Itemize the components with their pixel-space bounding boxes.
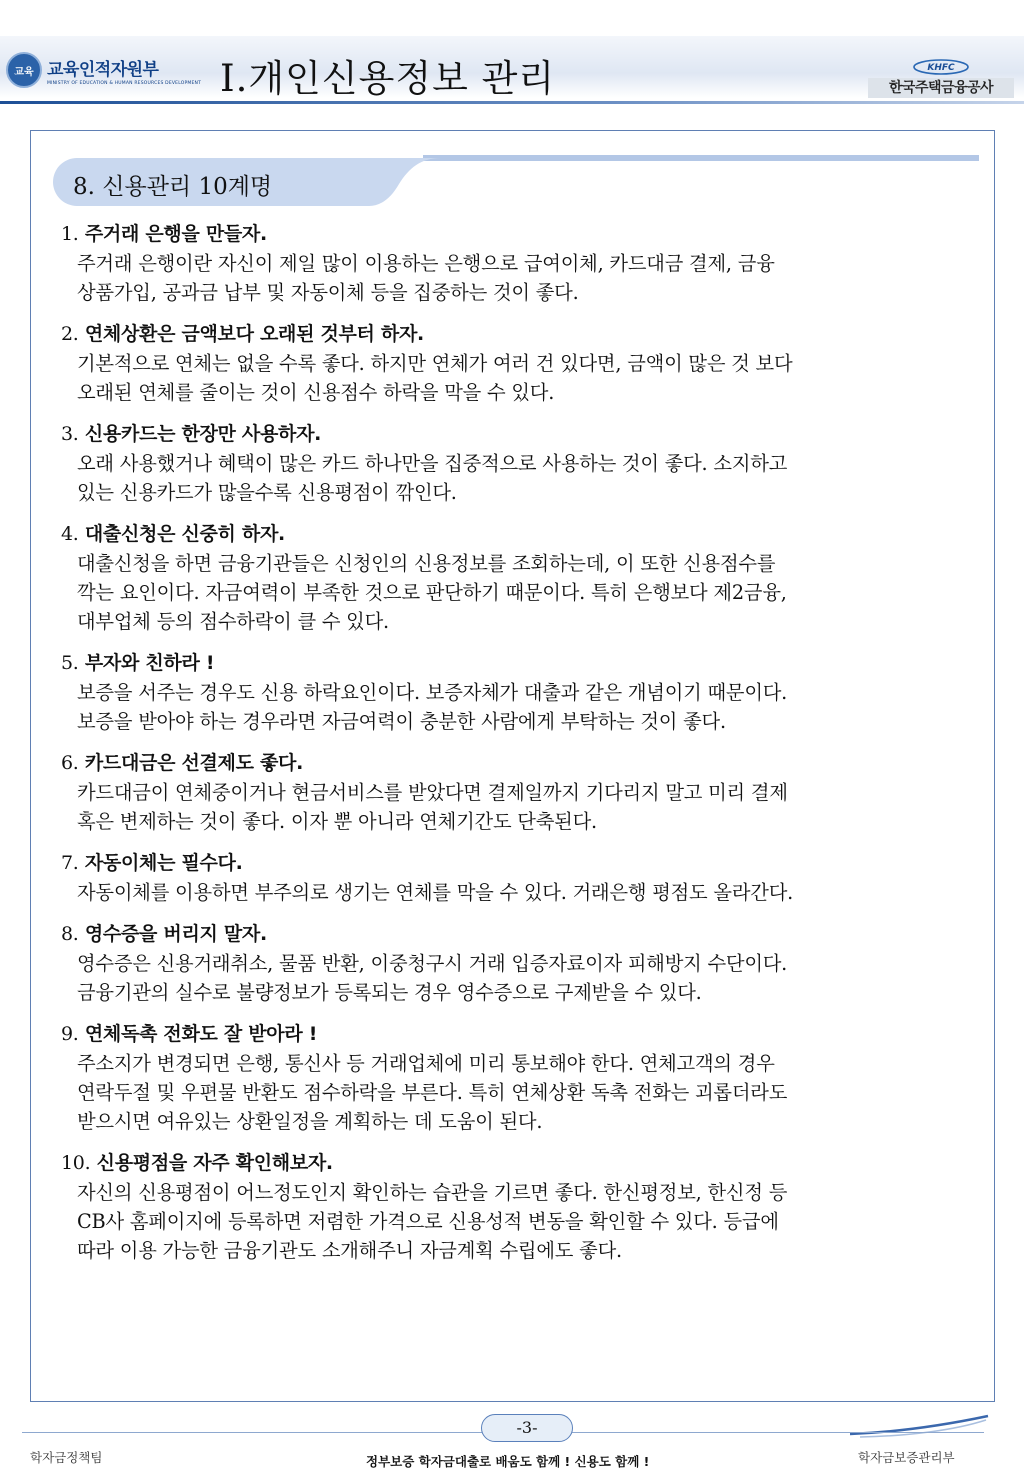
item-number: 3. — [61, 423, 79, 445]
khfc-name: 한국주택금융공사 — [868, 78, 1014, 98]
list-item — [61, 848, 981, 907]
item-heading-text: 연체상환은 금액보다 오래된 것부터 하자. — [84, 323, 424, 345]
item-body-line: 보증을 서주는 경우도 신용 하락요인이다. 보증자체가 대출과 같은 개념이기 때문이다. — [77, 681, 788, 704]
ministry-seal-icon: 교육 — [6, 52, 42, 88]
item-body-line: 카드대금이 연체중이거나 현금서비스를 받았다면 결제일까지 기다리지 말고 미리 결제 — [77, 781, 788, 804]
item-heading — [61, 1019, 981, 1049]
list-item — [61, 919, 981, 1007]
item-body-line: 혹은 변제하는 것이 좋다. 이자 뿐 아니라 연체기간도 단축된다. — [77, 810, 597, 833]
item-number: 10. — [61, 1152, 91, 1174]
item-heading-text: 자동이체는 필수다. — [84, 852, 243, 874]
item-heading-text: 신용평점을 자주 확인해보자. — [96, 1152, 333, 1174]
item-heading-text: 카드대금은 선결제도 좋다. — [84, 752, 304, 774]
ministry-name: 교육인적자원부 — [47, 59, 159, 80]
item-body-line: 자신의 신용평점이 어느정도인지 확인하는 습관을 기르면 좋다. 한신평정보, 한신정 등 — [77, 1181, 788, 1204]
ministry-logo — [6, 52, 201, 88]
item-body-line: 보증을 받아야 하는 경우라면 자금여력이 충분한 사람에게 부탁하는 것이 좋다. — [77, 710, 726, 733]
item-heading — [61, 419, 981, 449]
khfc-logo — [868, 56, 1014, 100]
list-item — [61, 748, 981, 836]
item-number: 2. — [61, 323, 79, 345]
item-heading — [61, 748, 981, 778]
item-number: 1. — [61, 223, 79, 245]
item-body-line: 금융기관의 실수로 불량정보가 등록되는 경우 영수증으로 구제받을 수 있다. — [77, 981, 702, 1004]
item-body-line: 영수증은 신용거래취소, 물품 반환, 이중청구시 거래 입증자료이자 피해방지 수단이다. — [77, 952, 788, 975]
item-heading-text: 영수증을 버리지 말자. — [84, 923, 267, 945]
item-body-line: 대출신청을 하면 금융기관들은 신청인의 신용정보를 조회하는데, 이 또한 신용점수를 — [77, 552, 776, 575]
item-body-line: 연락두절 및 우편물 반환도 점수하락을 부른다. 특히 연체상환 독촉 전화는 괴롭더라도 — [77, 1081, 788, 1104]
item-number: 5. — [61, 652, 79, 674]
item-number: 9. — [61, 1023, 79, 1045]
footer-swoosh-icon — [850, 1410, 990, 1440]
section-bar — [423, 155, 979, 161]
item-heading-text: 대출신청은 신중히 하자. — [84, 523, 285, 545]
content-frame — [30, 130, 995, 1402]
item-heading — [61, 219, 981, 249]
khfc-swoosh-icon — [912, 56, 970, 78]
list-item — [61, 219, 981, 307]
item-heading-text: 신용카드는 한장만 사용하자. — [84, 423, 322, 445]
item-heading — [61, 319, 981, 349]
list-item — [61, 1148, 981, 1265]
list-item — [61, 519, 981, 636]
footer-left: 학자금정책팀 — [30, 1450, 103, 1465]
item-heading — [61, 1148, 981, 1178]
item-heading — [61, 848, 981, 878]
item-body-line: 기본적으로 연체는 없을 수록 좋다. 하지만 연체가 여러 건 있다면, 금액이 많은 것 보다 — [77, 352, 793, 375]
item-body-line: 오래 사용했거나 혜택이 많은 카드 하나만을 집중적으로 사용하는 것이 좋다. 소지하고 — [77, 452, 788, 475]
item-body-line: 상품가입, 공과금 납부 및 자동이체 등을 집중하는 것이 좋다. — [77, 281, 579, 304]
item-body-line: 있는 신용카드가 많을수록 신용평점이 깎인다. — [77, 481, 457, 504]
footer-slogan: 정부보증 학자금대출로 배움도 함께 ! 신용도 함께 ! — [366, 1454, 650, 1469]
item-heading — [61, 519, 981, 549]
item-body-line: 대부업체 등의 점수하락이 클 수 있다. — [77, 610, 389, 633]
list-item — [61, 419, 981, 507]
item-heading-text: 연체독촉 전화도 잘 받아라 ! — [84, 1023, 318, 1045]
item-heading — [61, 919, 981, 949]
item-body-line: 따라 이용 가능한 금융기관도 소개해주니 자금계획 수립에도 좋다. — [77, 1239, 622, 1262]
item-heading-text: 부자와 친하라 ! — [84, 652, 215, 674]
header-divider — [0, 101, 1024, 104]
list-item — [61, 1019, 981, 1136]
list-item — [61, 648, 981, 736]
item-number: 7. — [61, 852, 79, 874]
list-item — [61, 319, 981, 407]
item-number: 4. — [61, 523, 79, 545]
item-body-line: 깍는 요인이다. 자금여력이 부족한 것으로 판단하기 때문이다. 특히 은행보다 제2금융, — [77, 581, 787, 604]
khfc-logo-text: KHFC — [927, 63, 955, 73]
page-title: Ⅰ.개인신용정보 관리 — [220, 57, 556, 100]
footer-right: 학자금보증관리부 — [858, 1450, 955, 1465]
item-body-line: 주소지가 변경되면 은행, 통신사 등 거래업체에 미리 통보해야 한다. 연체고객의 경우 — [77, 1052, 775, 1075]
item-body-line: 오래된 연체를 줄이는 것이 신용점수 하락을 막을 수 있다. — [77, 381, 555, 404]
item-heading-text: 주거래 은행을 만들자. — [84, 223, 267, 245]
ministry-subtitle: MINISTRY OF EDUCATION & HUMAN RESOURCES DEVELOPMENT — [47, 80, 202, 86]
item-body-line: 자동이체를 이용하면 부주의로 생기는 연체를 막을 수 있다. 거래은행 평점도 올라간다. — [77, 881, 794, 904]
item-number: 8. — [61, 923, 79, 945]
page-header — [0, 0, 1024, 112]
item-body-line: 받으시면 여유있는 상환일정을 계획하는 데 도움이 된다. — [77, 1110, 543, 1133]
section-title: 8. 신용관리 10계명 — [73, 174, 273, 200]
commandments-list — [61, 219, 981, 1277]
item-body-line: 주거래 은행이란 자신이 제일 많이 이용하는 은행으로 급여이체, 카드대금 결제, 금융 — [77, 252, 775, 275]
item-body-line: CB사 홈페이지에 등록하면 저렴한 가격으로 신용성적 변동을 확인할 수 있다. 등급에 — [77, 1210, 779, 1233]
item-number: 6. — [61, 752, 79, 774]
page-number: -3- — [481, 1414, 573, 1442]
item-heading — [61, 648, 981, 678]
